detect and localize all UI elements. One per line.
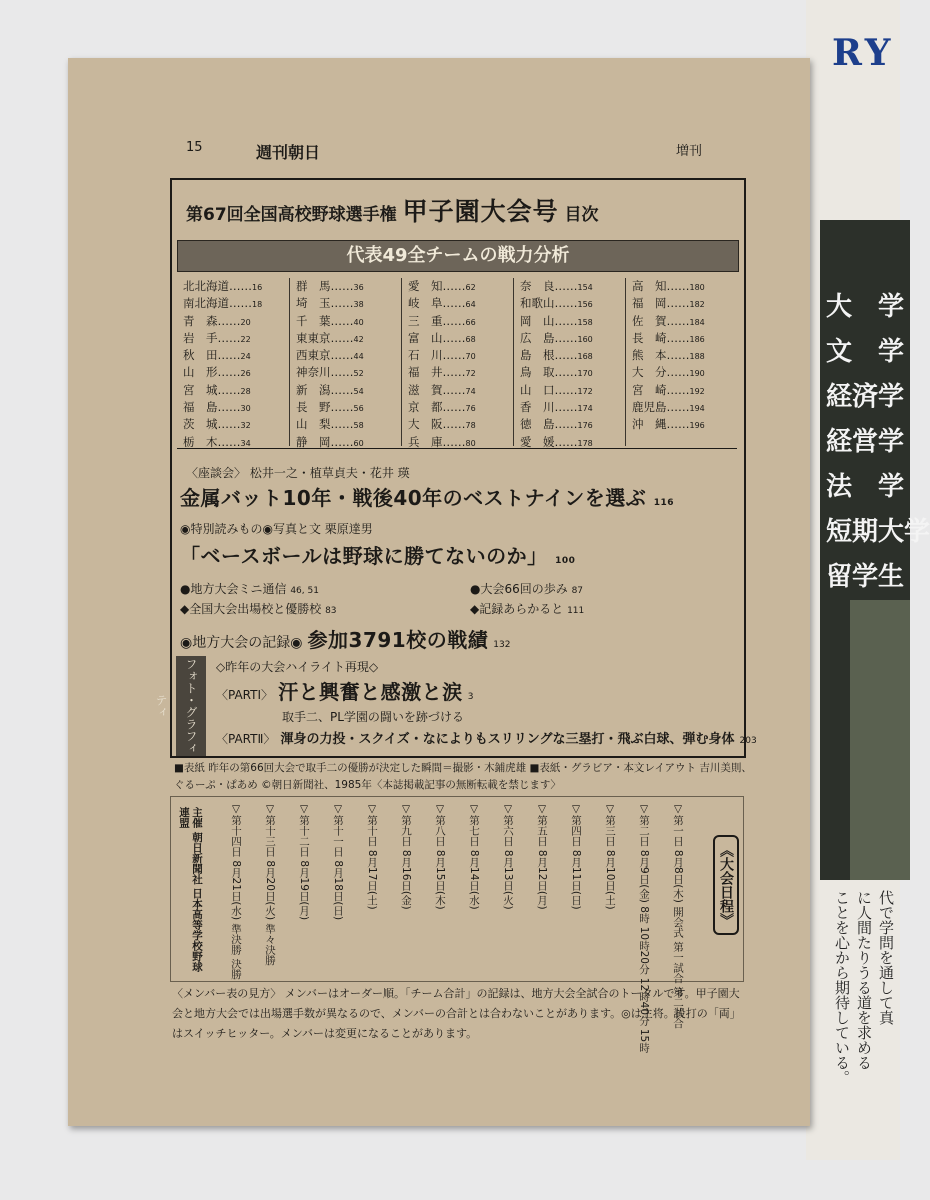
team-page: 28 — [240, 386, 251, 396]
roundtable-title: 金属バット10年・戦後40年のベストナインを選ぶ — [180, 486, 647, 510]
team-name: 山 梨 — [296, 417, 331, 432]
team-name: 茨 城 — [183, 417, 218, 432]
team-entry[interactable] — [402, 313, 514, 330]
team-name: 三 重 — [408, 313, 443, 328]
graffiti-part2[interactable] — [216, 728, 757, 747]
leader-dots: …… — [442, 296, 466, 311]
team-name: 和歌山 — [520, 296, 555, 311]
leader-dots: …… — [554, 434, 578, 449]
team-entry[interactable] — [514, 382, 626, 399]
team-entry[interactable] — [514, 364, 626, 381]
team-page: 188 — [689, 352, 705, 362]
leader-dots: …… — [330, 313, 354, 328]
team-entry[interactable] — [177, 313, 289, 330]
team-name: 南北海道 — [183, 296, 229, 311]
leader-dots: …… — [666, 313, 690, 328]
toc-item-page: 111 — [567, 606, 585, 616]
team-page: 32 — [240, 421, 251, 431]
leader-dots: …… — [330, 382, 354, 397]
team-page: 60 — [353, 438, 364, 448]
team-page: 174 — [577, 404, 593, 414]
records-headline[interactable] — [180, 624, 510, 653]
team-page: 68 — [465, 334, 476, 344]
team-name: 山 形 — [183, 365, 218, 380]
team-entry[interactable] — [514, 347, 626, 364]
team-index — [177, 272, 737, 449]
team-entry[interactable] — [290, 313, 402, 330]
leader-dots: …… — [217, 330, 241, 345]
team-entry[interactable] — [514, 330, 626, 347]
team-name: 愛 媛 — [520, 434, 555, 449]
team-entry[interactable] — [626, 295, 738, 312]
team-name: 鳥 取 — [520, 365, 555, 380]
team-page: 66 — [465, 317, 476, 327]
graffiti-intro: ◇昨年の大会ハイライト再現◇ — [216, 660, 379, 674]
schedule-day: ▽第十三日 8月20日(火) 準々決勝 — [264, 803, 276, 966]
team-entry[interactable] — [514, 434, 626, 451]
title-prefix: 第67回全国高校野球選手権 — [186, 205, 397, 225]
faculty-line: 大 学 — [826, 292, 905, 322]
part2-label: 〈PARTⅡ〉 — [216, 732, 276, 746]
team-name: 宮 城 — [183, 382, 218, 397]
team-page: 176 — [577, 421, 593, 431]
team-page: 16 — [252, 283, 263, 292]
team-name: 大 分 — [632, 365, 667, 380]
team-entry[interactable] — [177, 382, 289, 399]
team-name: 千 葉 — [296, 313, 331, 328]
schedule-day: ▽第五日 8月12日(月) — [536, 803, 548, 910]
team-entry[interactable] — [402, 382, 514, 399]
team-page: 190 — [689, 369, 705, 379]
team-page: 170 — [577, 369, 593, 379]
team-page: 80 — [465, 438, 476, 448]
special-page: 100 — [555, 556, 576, 566]
team-name: 長 崎 — [632, 330, 667, 345]
records-title: 参加3791校の戦績 — [307, 628, 489, 652]
team-page: 42 — [353, 334, 364, 344]
team-page: 160 — [577, 334, 593, 344]
leader-dots: …… — [217, 365, 241, 380]
team-name: 福 岡 — [632, 296, 667, 311]
schedule-day: ▽第八日 8月15日(木) — [434, 803, 446, 910]
team-page: 178 — [577, 438, 593, 448]
team-page: 192 — [689, 386, 705, 396]
leader-dots: …… — [666, 296, 690, 311]
team-name: 岩 手 — [183, 330, 218, 345]
team-page: 154 — [577, 283, 593, 292]
leader-dots: …… — [217, 313, 241, 328]
team-name: 鹿児島 — [632, 400, 667, 415]
leader-dots: …… — [330, 279, 354, 293]
leader-dots: …… — [554, 417, 578, 432]
faculty-line: 経営学 — [826, 427, 905, 457]
leader-dots: …… — [229, 296, 252, 311]
team-entry[interactable] — [402, 347, 514, 364]
team-column — [625, 278, 738, 446]
leader-dots: …… — [217, 348, 241, 363]
schedule-day: ▽第一日 8月8日(木) 開会式 第一試合 第二試合 — [672, 803, 684, 1029]
roundtable-label: 〈座談会〉 松井一之・植草貞夫・花井 瑛 — [186, 466, 410, 480]
team-name: 栃 木 — [183, 434, 218, 449]
schedule-day: ▽第三日 8月10日(土) — [604, 803, 616, 910]
team-entry[interactable] — [514, 399, 626, 416]
team-entry[interactable] — [290, 399, 402, 416]
leader-dots: …… — [554, 400, 578, 415]
team-page: 64 — [465, 300, 476, 310]
issue-tag: 増刊 — [676, 144, 703, 159]
team-page: 186 — [689, 334, 705, 344]
team-entry[interactable] — [626, 364, 738, 381]
schedule-day: ▽第四日 8月11日(日) — [570, 803, 582, 910]
team-entry[interactable] — [177, 399, 289, 416]
schedule-sponsor: 主催 朝日新聞社 日本高等学校野球連盟 — [178, 807, 203, 972]
roundtable-page: 116 — [653, 498, 675, 508]
team-name: 岡 山 — [520, 313, 555, 328]
leader-dots: …… — [554, 313, 578, 328]
team-page: 20 — [240, 317, 251, 327]
team-name: 新 潟 — [296, 382, 331, 397]
faculty-line: 文 学 — [826, 337, 905, 367]
adjacent-faculty-list — [826, 285, 930, 600]
toc-item-label: ●大会66回の歩み — [470, 582, 568, 596]
leader-dots: …… — [442, 434, 466, 449]
schedule-day: ▽第十四日 8月21日(水) 準決勝 決勝 — [230, 803, 242, 980]
adjacent-page — [806, 0, 930, 1160]
toc-item-page: 83 — [325, 606, 337, 616]
leader-dots: …… — [330, 330, 354, 345]
team-entry[interactable] — [626, 347, 738, 364]
toc-item-page: 46, 51 — [290, 586, 319, 596]
team-name: 奈 良 — [520, 279, 555, 293]
team-page: 30 — [240, 404, 251, 414]
team-page: 22 — [240, 334, 251, 344]
team-entry[interactable] — [177, 364, 289, 381]
team-entry[interactable] — [177, 416, 289, 433]
team-name: 神奈川 — [296, 365, 331, 380]
graffiti-part1[interactable] — [216, 676, 473, 705]
team-page: 196 — [689, 421, 705, 431]
table-of-contents — [154, 178, 757, 758]
team-page: 184 — [689, 317, 705, 327]
team-name: 埼 玉 — [296, 296, 331, 311]
leader-dots: …… — [554, 279, 578, 293]
toc-item[interactable] — [180, 580, 319, 597]
leader-dots: …… — [330, 296, 354, 311]
leader-dots: …… — [666, 365, 690, 380]
team-page: 26 — [240, 369, 251, 379]
photo-graffiti-label: フォト・グラフィティ — [176, 656, 206, 756]
team-analysis-banner: 代表49全チームの戦力分析 — [177, 240, 739, 272]
part2-page: 203 — [739, 736, 757, 746]
team-name: 香 川 — [520, 400, 555, 415]
leader-dots: …… — [666, 330, 690, 345]
schedule-day: ▽第七日 8月14日(水) — [468, 803, 480, 910]
toc-item-label: ◆記録あらかると — [470, 602, 564, 616]
toc-item-page: 87 — [571, 586, 584, 596]
adjacent-text: に人間たりうる道を求める — [855, 890, 873, 1070]
team-name: 愛 知 — [408, 279, 443, 293]
leader-dots: …… — [217, 417, 241, 432]
team-entry[interactable] — [514, 278, 626, 295]
schedule-day: ▽第九日 8月16日(金) — [400, 803, 412, 910]
team-name: 高 知 — [632, 279, 667, 293]
title-suffix: 目次 — [564, 205, 599, 225]
team-page: 52 — [353, 369, 364, 379]
team-name: 広 島 — [520, 330, 555, 345]
team-column — [513, 278, 626, 449]
records-page: 132 — [493, 640, 511, 650]
team-entry[interactable] — [402, 278, 514, 295]
leader-dots: …… — [554, 296, 578, 311]
faculty-line: 短期大学 — [826, 517, 930, 547]
team-name: 滋 賀 — [408, 382, 443, 397]
team-page: 182 — [689, 300, 705, 310]
team-column — [177, 278, 289, 449]
toc-item[interactable] — [180, 600, 337, 617]
team-column — [289, 278, 402, 449]
page-title — [186, 192, 599, 228]
team-entry[interactable] — [177, 278, 289, 295]
adjacent-photo-highlight — [850, 600, 910, 880]
leader-dots: …… — [442, 330, 466, 345]
team-entry[interactable] — [402, 399, 514, 416]
leader-dots: …… — [229, 279, 252, 293]
leader-dots: …… — [666, 382, 690, 397]
leader-dots: …… — [330, 348, 354, 363]
part1-label: 〈PARTⅠ〉 — [216, 688, 274, 702]
team-entry[interactable] — [402, 295, 514, 312]
team-entry[interactable] — [290, 330, 402, 347]
team-name: 宮 崎 — [632, 382, 667, 397]
team-entry[interactable] — [290, 364, 402, 381]
team-page: 36 — [353, 283, 364, 292]
team-entry[interactable] — [514, 295, 626, 312]
team-page: 54 — [353, 386, 364, 396]
team-page: 156 — [577, 300, 593, 310]
team-page: 62 — [465, 283, 476, 292]
team-entry[interactable] — [626, 330, 738, 347]
team-name: 徳 島 — [520, 417, 555, 432]
team-page: 58 — [353, 421, 364, 431]
team-page: 18 — [252, 300, 263, 310]
team-entry[interactable] — [626, 278, 738, 295]
team-name: 秋 田 — [183, 348, 218, 363]
leader-dots: …… — [442, 348, 466, 363]
team-name: 兵 庫 — [408, 434, 443, 449]
special-title: 「ベースボールは野球に勝てないのか」 — [180, 544, 548, 568]
team-name: 岐 阜 — [408, 296, 443, 311]
team-page: 168 — [577, 352, 593, 362]
leader-dots: …… — [666, 279, 690, 293]
team-page: 194 — [689, 404, 705, 414]
team-page: 24 — [240, 352, 251, 362]
leader-dots: …… — [217, 400, 241, 415]
page-number: 15 — [186, 140, 203, 155]
team-page: 74 — [465, 386, 476, 396]
team-name: 山 口 — [520, 382, 555, 397]
leader-dots: …… — [330, 400, 354, 415]
team-name: 青 森 — [183, 313, 218, 328]
team-entry[interactable] — [177, 330, 289, 347]
team-entry[interactable] — [626, 382, 738, 399]
schedule-label: 《大会日程》 — [713, 835, 739, 935]
leader-dots: …… — [442, 279, 466, 293]
team-name: 北北海道 — [183, 279, 229, 293]
part1-subtitle: 取手二、PL学園の闘いを跡づける — [282, 710, 464, 724]
part2-title: 渾身の力投・スクイズ・なによりもスリリングな三塁打・飛ぶ白球、弾む身体 — [280, 732, 735, 747]
team-name: 佐 賀 — [632, 313, 667, 328]
toc-item-label: ●地方大会ミニ通信 — [180, 582, 287, 596]
credits: ■表紙 昨年の第66回大会で取手二の優勝が決定した瞬間＝撮影・木鋪虎雄 ■表紙・グラビア・本文レイアウト 吉川美則、ぐるーぷ・ぱあめ ©朝日新聞社、1985年〈本誌掲載記事の無断転載を禁じます〉 — [174, 762, 752, 791]
special-headline[interactable] — [180, 540, 575, 569]
team-page: 56 — [353, 404, 364, 414]
team-entry[interactable] — [177, 295, 289, 312]
roundtable-headline[interactable] — [180, 482, 674, 511]
team-name: 石 川 — [408, 348, 443, 363]
schedule-day: ▽第十日 8月17日(土) — [366, 803, 378, 910]
faculty-line: 留学生 — [826, 562, 905, 592]
team-page: 70 — [465, 352, 476, 362]
team-name: 福 島 — [183, 400, 218, 415]
adjacent-text: ことを心から期待している。 — [833, 890, 851, 1085]
team-page: 158 — [577, 317, 593, 327]
team-name: 島 根 — [520, 348, 555, 363]
leader-dots: …… — [217, 382, 241, 397]
team-page: 38 — [353, 300, 364, 310]
team-name: 熊 本 — [632, 348, 667, 363]
leader-dots: …… — [666, 348, 690, 363]
part1-title: 汗と興奮と感激と涙 — [278, 680, 463, 704]
leader-dots: …… — [330, 417, 354, 432]
leader-dots: …… — [554, 365, 578, 380]
team-entry[interactable] — [514, 416, 626, 433]
schedule-day: ▽第六日 8月13日(火) — [502, 803, 514, 910]
team-name: 福 井 — [408, 365, 443, 380]
schedule-day: ▽第十一日 8月18日(日) — [332, 803, 344, 921]
team-name: 静 岡 — [296, 434, 331, 449]
schedule-day: ▽第二日 8月9日(金) 8時 10時20分 12時40分 15時 — [638, 803, 650, 1053]
team-entry[interactable] — [177, 347, 289, 364]
leader-dots: …… — [442, 382, 466, 397]
member-table-notes: 〈メンバー表の見方〉 メンバーはオーダー順。「チーム合計」の記録は、地方大会全試合のトータルです。甲子園大会と地方大会では出場選手数が異なるので、メンバーの合計とは合わないことがあります。◎は主将。投打の「両」はスイッチヒッター。メンバーは変更になることがあります。 — [172, 987, 741, 1040]
team-entry[interactable] — [290, 295, 402, 312]
team-entry[interactable] — [290, 434, 402, 451]
faculty-line: 法 学 — [826, 472, 905, 502]
leader-dots: …… — [442, 400, 466, 415]
team-name: 群 馬 — [296, 279, 331, 293]
special-label: ◉特別読みもの◉写真と文 栗原達男 — [180, 522, 373, 536]
team-entry[interactable] — [626, 313, 738, 330]
leader-dots: …… — [554, 348, 578, 363]
team-name: 富 山 — [408, 330, 443, 345]
part1-page: 3 — [467, 692, 474, 702]
team-entry[interactable] — [626, 399, 738, 416]
team-name: 沖 縄 — [632, 417, 667, 432]
toc-item[interactable] — [470, 600, 584, 617]
team-page: 76 — [465, 404, 476, 414]
team-page: 40 — [353, 317, 364, 327]
team-page: 172 — [577, 386, 593, 396]
team-column — [401, 278, 514, 449]
team-name: 西東京 — [296, 348, 331, 363]
leader-dots: …… — [554, 382, 578, 397]
team-name: 長 野 — [296, 400, 331, 415]
schedule-day: ▽第十二日 8月19日(月) — [298, 803, 310, 921]
leader-dots: …… — [554, 330, 578, 345]
team-entry[interactable] — [290, 278, 402, 295]
team-entry[interactable] — [402, 434, 514, 451]
team-name: 京 都 — [408, 400, 443, 415]
team-entry[interactable] — [626, 416, 738, 433]
records-label: ◉地方大会の記録◉ — [180, 635, 303, 651]
team-entry[interactable] — [402, 330, 514, 347]
magazine-name: 週刊朝日 — [256, 143, 321, 162]
team-page: 180 — [689, 283, 705, 292]
leader-dots: …… — [666, 400, 690, 415]
team-entry[interactable] — [290, 347, 402, 364]
leader-dots: …… — [330, 434, 354, 449]
leader-dots: …… — [442, 365, 466, 380]
leader-dots: …… — [666, 417, 690, 432]
leader-dots: …… — [442, 313, 466, 328]
faculty-line: 経済学 — [826, 382, 905, 412]
toc-item-label: ◆全国大会出場校と優勝校 — [180, 602, 322, 616]
leader-dots: …… — [330, 365, 354, 380]
team-entry[interactable] — [290, 382, 402, 399]
team-entry[interactable] — [514, 313, 626, 330]
team-name: 大 阪 — [408, 417, 443, 432]
team-entry[interactable] — [177, 434, 289, 451]
team-page: 72 — [465, 369, 476, 379]
adjacent-page-header: RY — [832, 32, 895, 74]
team-entry[interactable] — [402, 416, 514, 433]
team-page: 44 — [353, 352, 364, 362]
team-name: 東東京 — [296, 330, 331, 345]
team-entry[interactable] — [290, 416, 402, 433]
leader-dots: …… — [442, 417, 466, 432]
toc-item[interactable] — [470, 580, 583, 597]
leader-dots: …… — [217, 434, 241, 449]
team-page: 78 — [465, 421, 476, 431]
title-main: 甲子園大会号 — [402, 197, 559, 226]
team-page: 34 — [240, 438, 251, 448]
team-entry[interactable] — [402, 364, 514, 381]
adjacent-text: 代で学問を通して真 — [877, 890, 895, 1025]
